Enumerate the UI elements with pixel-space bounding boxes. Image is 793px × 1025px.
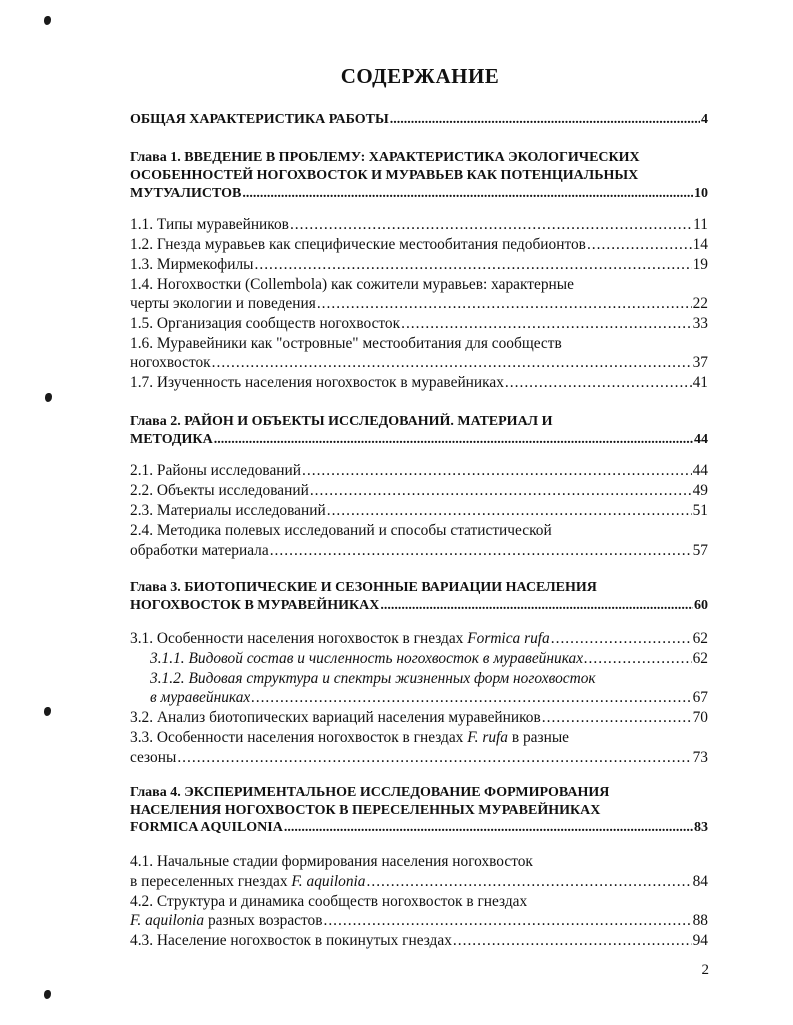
leader-dots [177, 748, 691, 768]
entry-text: 1.3. Мирмекофилы [130, 256, 254, 273]
entry-text: 1.1. Типы муравейников [130, 216, 289, 233]
toc-entry-4-2-line1[interactable]: 4.2. Структура и динамика сообществ ногохвосток в гнездах [130, 893, 528, 910]
leader-dots [323, 911, 691, 931]
leader-dots [242, 184, 693, 204]
entry-text: обработки материала [130, 542, 269, 559]
entry-page: 41 [692, 374, 708, 391]
entry-text: черты экологии и поведения [130, 295, 316, 312]
species-name: Formica rufa [467, 630, 550, 647]
toc-entry-general[interactable] [130, 110, 708, 130]
entry-text: в муравейниках [150, 689, 251, 706]
entry-page: 67 [692, 689, 708, 706]
entry-page: 62 [692, 650, 708, 667]
entry-page: 22 [692, 295, 708, 312]
toc-entry-1-4-line1[interactable]: 1.4. Ногохвостки (Collembola) как сожители муравьев: характерные [130, 276, 574, 293]
toc-entry-1-4[interactable] [130, 294, 708, 314]
leader-dots [290, 215, 692, 235]
toc-chapter-1[interactable] [130, 184, 708, 204]
entry-text: 2.3. Материалы исследований [130, 502, 326, 519]
entry-page: 33 [692, 315, 708, 332]
toc-entry-2-4[interactable] [130, 541, 708, 561]
toc-entry-1-3[interactable] [130, 255, 708, 275]
leader-dots [584, 649, 692, 669]
toc-entry-1-1[interactable] [130, 215, 708, 235]
leader-dots [317, 294, 692, 314]
leader-dots [401, 314, 692, 334]
entry-page: 51 [692, 502, 708, 519]
toc-entry-3-3-line1[interactable]: 3.3. Особенности населения ногохвосток в гнездах F. rufa в разные [130, 729, 569, 746]
toc-entry-4-3[interactable] [130, 931, 708, 951]
entry-page: 60 [694, 598, 708, 613]
toc-entry-2-4-line1[interactable]: 2.4. Методика полевых исследований и способы статистической [130, 522, 552, 539]
leader-dots [542, 708, 692, 728]
entry-text: 3.1. Особенности населения ногохвосток в гнездах Formica rufa [130, 630, 550, 647]
leader-dots [587, 235, 692, 255]
entry-text: 3.2. Анализ биотопических вариаций населения муравейников [130, 709, 541, 726]
leader-dots [302, 461, 692, 481]
toc-entry-1-5[interactable] [130, 314, 708, 334]
leader-dots [255, 255, 692, 275]
entry-text: F. aquilonia разных возрастов [130, 912, 323, 929]
entry-page: 10 [694, 186, 708, 201]
entry-page: 94 [692, 932, 708, 949]
leader-dots [284, 818, 693, 838]
toc-chapter-3-line1[interactable]: Глава 3. БИОТОПИЧЕСКИЕ И СЕЗОННЫЕ ВАРИАЦИИ НАСЕЛЕНИЯ [130, 580, 597, 595]
entry-page: 84 [692, 873, 708, 890]
toc-chapter-4-line2[interactable]: НАСЕЛЕНИЯ НОГОХВОСТОК В ПЕРЕСЕЛЕННЫХ МУРАВЕЙНИКАХ [130, 803, 601, 818]
entry-text: 2.1. Районы исследований [130, 462, 302, 479]
entry-text: 1.5. Организация сообществ ногохвосток [130, 315, 401, 332]
toc-entry-3-1[interactable] [130, 629, 708, 649]
entry-text: 4.3. Население ногохвосток в покинутых гнездах [130, 932, 452, 949]
scan-mark [44, 707, 51, 716]
entry-text: МЕТОДИКА [130, 432, 213, 447]
toc-entry-1-6[interactable] [130, 353, 708, 373]
entry-text: 3.1.1. Видовой состав и численность ногохвосток в муравейниках [150, 650, 584, 667]
entry-page: 14 [692, 236, 708, 253]
entry-page: 44 [692, 462, 708, 479]
species-name: F. aquilonia [291, 873, 366, 890]
toc-chapter-3[interactable] [130, 596, 708, 616]
toc-chapter-2[interactable] [130, 430, 708, 450]
leader-dots [505, 373, 692, 393]
leader-dots [367, 872, 692, 892]
toc-entry-2-1[interactable] [130, 461, 708, 481]
entry-text: в переселенных гнездах F. aquilonia [130, 873, 366, 890]
leader-dots [310, 481, 692, 501]
toc-chapter-2-line1[interactable]: Глава 2. РАЙОН И ОБЪЕКТЫ ИССЛЕДОВАНИЙ. МАТЕРИАЛ И [130, 414, 553, 429]
toc-chapter-1-line2[interactable]: ОСОБЕННОСТЕЙ НОГОХВОСТОК И МУРАВЬЕВ КАК ПОТЕНЦИАЛЬНЫХ [130, 168, 639, 183]
toc-entry-4-1-line1[interactable]: 4.1. Начальные стадии формирования населения ногохвосток [130, 853, 533, 870]
scan-mark [44, 16, 51, 25]
toc-chapter-1-line1[interactable]: Глава 1. ВВЕДЕНИЕ В ПРОБЛЕМУ: ХАРАКТЕРИСТИКА ЭКОЛОГИЧЕСКИХ [130, 150, 640, 165]
page-title: СОДЕРЖАНИЕ [340, 64, 500, 88]
toc-entry-3-3[interactable] [130, 748, 708, 768]
entry-text: ОБЩАЯ ХАРАКТЕРИСТИКА РАБОТЫ [130, 112, 389, 127]
entry-text: FORMICA AQUILONIA [130, 820, 283, 835]
toc-entry-4-1[interactable] [130, 872, 708, 892]
toc-entry-3-2[interactable] [130, 708, 708, 728]
entry-text: ногохвосток [130, 354, 211, 371]
toc-chapter-4-line1[interactable]: Глава 4. ЭКСПЕРИМЕНТАЛЬНОЕ ИССЛЕДОВАНИЕ ФОРМИРОВАНИЯ [130, 785, 610, 800]
species-name: F. rufa [467, 729, 509, 746]
leader-dots [380, 596, 693, 616]
entry-page: 62 [692, 630, 708, 647]
entry-page: 73 [692, 749, 708, 766]
toc-entry-3-1-2[interactable] [150, 688, 708, 708]
toc-entry-2-2[interactable] [130, 481, 708, 501]
entry-page: 37 [692, 354, 708, 371]
toc-entry-1-7[interactable] [130, 373, 708, 393]
leader-dots [327, 501, 692, 521]
entry-text: МУТУАЛИСТОВ [130, 186, 242, 201]
toc-entry-1-6-line1[interactable]: 1.6. Муравейники как "островные" местообитания для сообществ [130, 335, 562, 352]
toc-chapter-4[interactable] [130, 818, 708, 838]
entry-page: 19 [692, 256, 708, 273]
toc-entry-4-2[interactable] [130, 911, 708, 931]
leader-dots [212, 353, 692, 373]
leader-dots [453, 931, 692, 951]
toc-entry-1-2[interactable] [130, 235, 708, 255]
entry-page: 70 [692, 709, 708, 726]
leader-dots [390, 110, 700, 130]
entry-page: 49 [692, 482, 708, 499]
entry-page: 44 [694, 432, 708, 447]
leader-dots [270, 541, 692, 561]
toc-entry-3-1-2-line1[interactable]: 3.1.2. Видовая структура и спектры жизненных форм ногохвосток [150, 670, 596, 687]
entry-text: 2.2. Объекты исследований [130, 482, 309, 499]
entry-text: 1.7. Изученность населения ногохвосток в муравейниках [130, 374, 504, 391]
leader-dots [214, 430, 693, 450]
entry-text: НОГОХВОСТОК В МУРАВЕЙНИКАХ [130, 598, 380, 613]
entry-page: 11 [693, 216, 708, 233]
toc-entry-3-1-1[interactable] [150, 649, 708, 669]
entry-page: 88 [692, 912, 708, 929]
toc-entry-2-3[interactable] [130, 501, 708, 521]
scan-mark [44, 990, 51, 999]
species-name: F. aquilonia [130, 912, 205, 929]
leader-dots [251, 688, 691, 708]
page-number: 2 [701, 962, 709, 978]
scan-mark [45, 393, 52, 402]
entry-page: 4 [701, 112, 708, 127]
leader-dots [551, 629, 692, 649]
entry-page: 57 [692, 542, 708, 559]
entry-page: 83 [694, 820, 708, 835]
entry-text: сезоны [130, 749, 177, 766]
entry-text: 1.2. Гнезда муравьев как специфические местообитания педобионтов [130, 236, 586, 253]
